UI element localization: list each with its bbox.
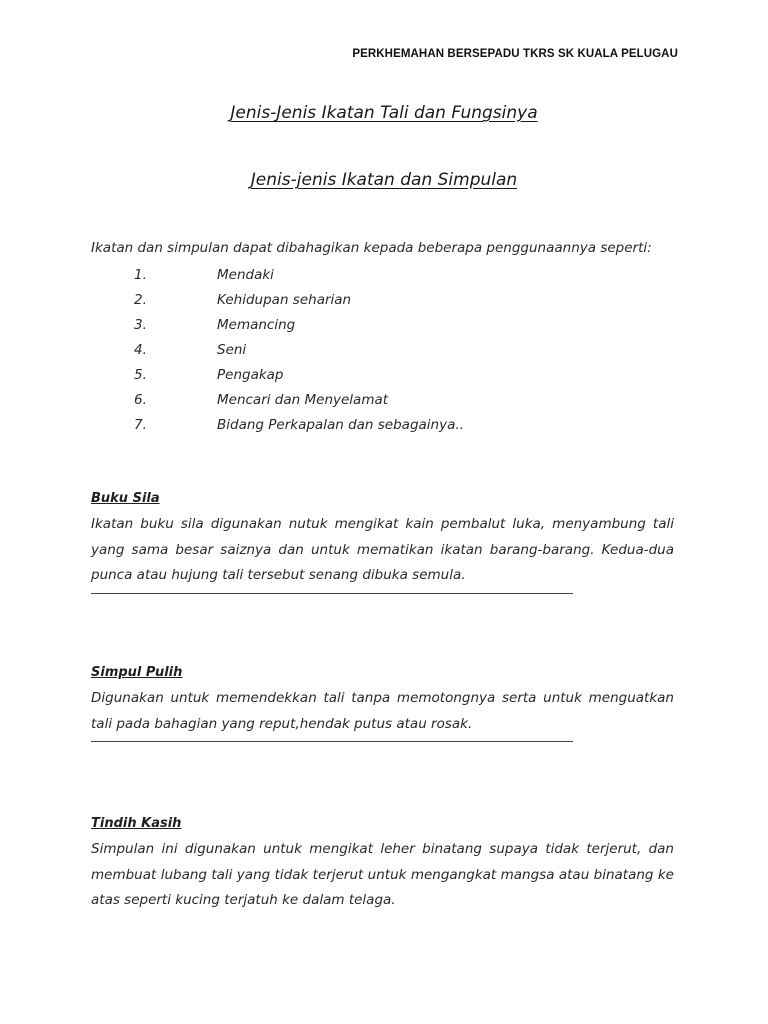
list-item-number: 3. — [134, 317, 147, 333]
list-item-text: Bidang Perkapalan dan sebagainya.. — [217, 417, 464, 433]
page-header: PERKHEMAHAN BERSEPADU TKRS SK KUALA PELUGAU — [352, 48, 678, 60]
section-body: Digunakan untuk memendekkan tali tanpa memotongnya serta untuk menguatkan tali pada bahagian yang reput,hendak putus atau rosak. — [91, 690, 674, 732]
list-item-number: 2. — [134, 292, 147, 308]
intro-text: Ikatan dan simpulan dapat dibahagikan kepada beberapa penggunaannya seperti: — [91, 240, 652, 256]
list-item-number: 6. — [134, 392, 147, 408]
list-item-text: Kehidupan seharian — [217, 292, 352, 308]
list-item-number: 7. — [134, 417, 147, 433]
section-buku-sila — [91, 488, 691, 594]
section-tindih-kasih — [91, 813, 691, 914]
list-item-text: Mendaki — [217, 267, 274, 283]
document-subtitle: Jenis-jenis Ikatan dan Simpulan — [250, 170, 518, 190]
list-item-number: 4. — [134, 342, 147, 358]
list-item-text: Memancing — [217, 317, 296, 333]
list-item-text: Pengakap — [217, 367, 284, 383]
section-divider — [91, 741, 573, 742]
list-item-number: 5. — [134, 367, 147, 383]
section-body: Ikatan buku sila digunakan nutuk mengikat kain pembalut luka, menyambung tali yang sama besar saiznya dan untuk mematikan ikatan barang-barang. Kedua-dua punca atau hujung tali tersebut senang dibuka semula. — [91, 516, 674, 583]
list-item-text: Mencari dan Menyelamat — [217, 392, 389, 408]
section-title: Simpul Pulih — [91, 665, 183, 680]
section-title: Tindih Kasih — [91, 816, 182, 831]
list-item-number: 1. — [134, 267, 147, 283]
section-title: Buku Sila — [91, 491, 160, 506]
list-item-text: Seni — [217, 342, 247, 358]
section-divider — [91, 593, 573, 594]
section-simpul-pulih — [91, 662, 691, 742]
document-title: Jenis-Jenis Ikatan Tali dan Fungsinya — [230, 103, 538, 123]
section-body: Simpulan ini digunakan untuk mengikat leher binatang supaya tidak terjerut, dan membuat lubang tali yang tidak terjerut untuk mengangkat mangsa atau binatang ke atas seperti kucing terjatuh ke dalam telaga. — [91, 841, 674, 908]
